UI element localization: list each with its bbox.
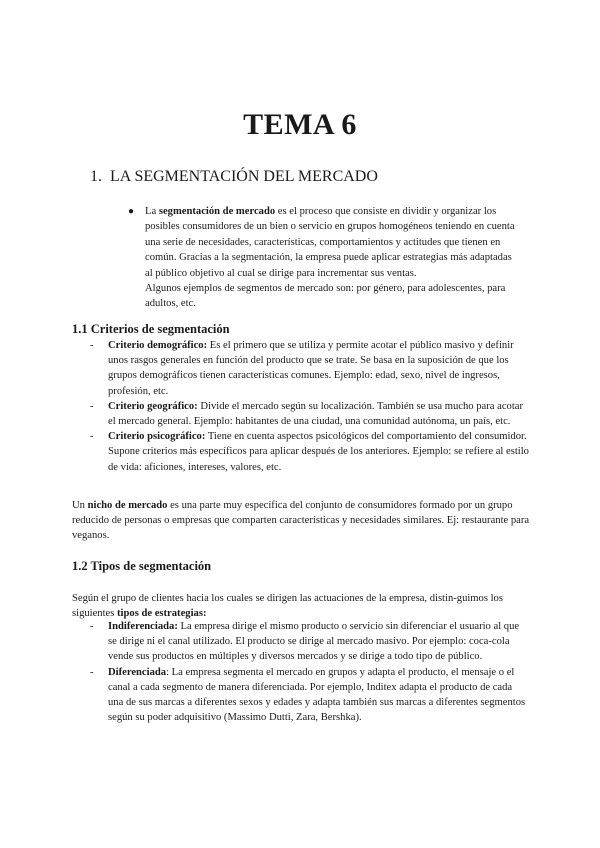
list-item	[90, 338, 530, 399]
intro-text: es el proceso que consiste en dividir y organizar los posibles consumidores de un bien o servicio en grupos homogéneos teniendo en cuenta una serie de necesidades, características, comportamientos y actitudes que tienen en común. Gracias a la segmentación, la empresa puede aplicar estrategias más adaptadas al público objetivo al cual se dirige para incrementar sus ventas.	[145, 206, 515, 279]
nicho-paragraph	[72, 498, 532, 544]
item-term: Criterio psicográfico:	[108, 431, 206, 443]
intro-definition	[145, 204, 520, 281]
item-term: Diferenciada	[108, 666, 167, 678]
dash-marker: -	[90, 340, 94, 351]
item-text: : La empresa segmenta el mercado en grupos y adapta el producto, el mensaje o el canal a cada segmento de manera diferenciada. Por ejemplo, Inditex adapta el producto de cada una de sus marcas a diferentes sexos y edades y adapta también sus marcas a diferentes segmentos según su poder adquisitivo (Massimo Dutti, Zara, Bershka).	[108, 666, 526, 724]
dash-marker: -	[90, 666, 94, 678]
intro-examples: Algunos ejemplos de segmentos de mercado son: por género, para adolescentes, para adultos, etc.	[145, 283, 506, 310]
item-text: Tiene en cuenta aspectos psicológicos del comportamiento del consumidor. Supone criterios más específicos para aplicar después de los anteriores. Ejemplo: se refiere al estilo de vida: aficiones, intereses, valores, etc.	[108, 431, 529, 473]
section-title: LA SEGMENTACIÓN DEL MERCADO	[110, 168, 378, 185]
item-term: Criterio demográfico:	[108, 340, 208, 351]
tipos-intro	[72, 591, 532, 621]
section-heading	[90, 168, 378, 186]
list-item	[90, 429, 530, 475]
subsection-heading-tipos: 1.2 Tipos de segmentación	[72, 559, 212, 573]
item-text: La empresa dirige el mismo producto o servicio sin diferenciar el usuario al que se dirige ni el canal utilizado. El producto se dirige al mercado masivo. Por ejemplo: coca-cola vende sus productos en múltiples y diversos mercados y se dirige a todo tipo de público.	[108, 621, 520, 663]
item-text: Divide el mercado según su localización. También se usa mucho para acotar el mercado general. Ejemplo: habitantes de una ciudad, una comunidad autónoma, un país, etc.	[108, 400, 524, 428]
dash-marker: -	[90, 400, 94, 412]
intro-term: segmentación de mercado	[158, 206, 276, 217]
list-item	[90, 619, 530, 665]
page-title: TEMA 6	[243, 108, 357, 141]
tipos-intro-text: Según el grupo de clientes hacia los cuales se dirigen las actuaciones de la empresa, distin-guimos los siguientes	[72, 593, 503, 620]
section-number: 1.	[90, 168, 102, 185]
nicho-term: nicho de mercado	[87, 500, 168, 511]
criterios-list	[90, 338, 530, 475]
tipos-intro-term: tipos de estrategias:	[117, 608, 207, 620]
nicho-pre: Un	[72, 500, 88, 511]
list-item	[90, 399, 530, 429]
item-term: Criterio geográfico:	[108, 400, 198, 412]
tipos-list	[90, 619, 530, 725]
list-item	[90, 665, 530, 726]
subsection-heading-criterios: 1.1 Criterios de segmentación	[72, 322, 230, 336]
dash-marker: -	[90, 621, 94, 632]
dash-marker: -	[90, 431, 94, 443]
nicho-text: es una parte muy específica del conjunto de consumidores formado por un grupo reducido de personas o empresas que comparten características y necesidades similares. Ej: restaurante para veganos.	[72, 500, 530, 542]
intro-pre: La	[145, 206, 159, 217]
bullet-icon: ●	[128, 206, 135, 217]
intro-bullet	[128, 204, 520, 312]
item-term: Indiferenciada:	[108, 621, 178, 632]
item-text: Es el primero que se utiliza y permite acotar el público masivo y definir unos rasgos generales en función del producto que se trate. Se basa en la suposición de que los grupos demográficos tienen características comunes. Ejemplo: edad, sexo, nivel de ingresos, profesión, etc.	[108, 340, 514, 397]
